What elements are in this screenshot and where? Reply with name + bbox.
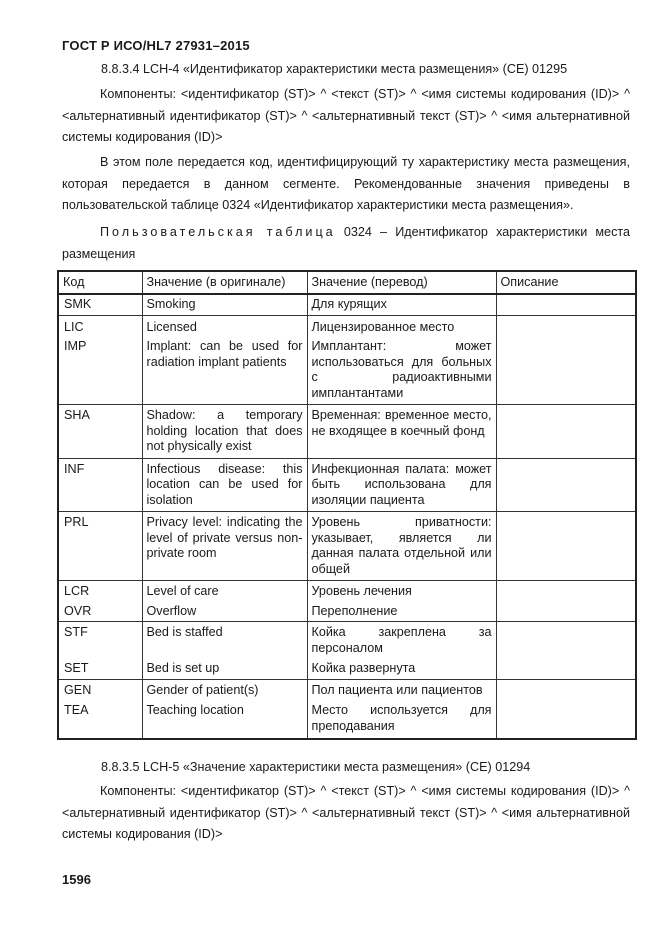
description-cell [496,622,636,657]
table-row [58,679,636,698]
column-header-translation: Значение (перевод) [307,271,496,294]
description-cell [496,512,636,581]
table-caption [62,221,630,265]
translated-value-cell: Временная: временное место, не входящее в коечный фонд [307,405,496,459]
description-cell [496,315,636,335]
original-value-cell: Level of care [142,581,307,600]
table-row [58,698,636,739]
original-value-cell: Gender of patient(s) [142,679,307,698]
column-header-description: Описание [496,271,636,294]
user-table-0324 [57,270,637,740]
original-value-cell: Bed is set up [142,656,307,679]
original-value-cell: Bed is staffed [142,622,307,657]
table-caption-label: Пользовательская таблица [100,225,336,239]
table-row [58,512,636,581]
description-cell [496,698,636,739]
components-paragraph-lch4: Компоненты: <идентификатор (ST)> ^ <текст (ST)> ^ <имя системы кодирования (ID)> ^ <альтернативный идентификатор (ST)> ^ <альтернативный текст (ST)> ^ <имя альтернативной системы кодирования (ID)> [62,87,630,144]
original-value-cell: Smoking [142,294,307,315]
column-header-original: Значение (в оригинале) [142,271,307,294]
code-cell: LCR [58,581,142,600]
description-cell [496,581,636,600]
code-cell: IMP [58,335,142,405]
section-title-lch4: 8.8.3.4 LCH-4 «Идентификатор характеристики места размещения» (СЕ) 01295 [101,62,568,76]
description-cell [496,458,636,512]
table-row [58,294,636,315]
original-value-cell: Overflow [142,600,307,622]
translated-value-cell: Пол пациента или пациентов [307,679,496,698]
code-cell: GEN [58,679,142,698]
components-paragraph-lch5: Компоненты: <идентификатор (ST)> ^ <текст (ST)> ^ <имя системы кодирования (ID)> ^ <альтернативный идентификатор (ST)> ^ <альтернативный текст (ST)> ^ <имя альтернативной системы кодирования (ID)> [62,784,630,841]
code-cell: SET [58,656,142,679]
description-cell [496,600,636,622]
translated-value-cell: Переполнение [307,600,496,622]
table-row [58,656,636,679]
document-header: ГОСТ Р ИСО/HL7 27931–2015 [62,38,250,53]
original-value-cell: Privacy level: indicating the level of private versus non-private room [142,512,307,581]
code-cell: SHA [58,405,142,459]
table-row [58,581,636,600]
description-cell [496,405,636,459]
table-row [58,622,636,657]
original-value-cell: Licensed [142,315,307,335]
translated-value-cell: Лицензированное место [307,315,496,335]
table-body [58,294,636,739]
code-cell: SMK [58,294,142,315]
code-cell: TEA [58,698,142,739]
translated-value-cell: Уровень приватности: указывает, является ли данная палата отдельной или общей [307,512,496,581]
column-header-code: Код [58,271,142,294]
code-cell: STF [58,622,142,657]
description-cell [496,294,636,315]
code-cell: LIC [58,315,142,335]
translated-value-cell: Койка развернута [307,656,496,679]
translated-value-cell: Койка закреплена за персоналом [307,622,496,657]
original-value-cell: Infectious disease: this location can be used for isolation [142,458,307,512]
code-cell: INF [58,458,142,512]
description-cell [496,679,636,698]
original-value-cell: Shadow: a temporary holding location that does not physically exist [142,405,307,459]
table-header-row [58,271,636,294]
table-caption-text: 0324 – Идентификатор характеристики места размещения [62,225,630,261]
section-title-lch5: 8.8.3.5 LCH-5 «Значение характеристики места размещения» (СЕ) 01294 [101,760,531,774]
table-row [58,335,636,405]
page-number: 1596 [62,872,91,887]
original-value-cell: Implant: can be used for radiation implant patients [142,335,307,405]
code-cell: OVR [58,600,142,622]
translated-value-cell: Место используется для преподавания [307,698,496,739]
translated-value-cell: Уровень лечения [307,581,496,600]
original-value-cell: Teaching location [142,698,307,739]
description-cell [496,335,636,405]
translated-value-cell: Инфекционная палата: может быть использована для изоляции пациента [307,458,496,512]
table-row [58,405,636,459]
table-row [58,458,636,512]
table-row [58,315,636,335]
description-cell [496,656,636,679]
translated-value-cell: Для курящих [307,294,496,315]
description-paragraph-lch4: В этом поле передается код, идентифицирующий ту характеристику места размещения, которая передается в данном сегменте. Рекомендованные значения приведены в пользовательской таблице 0324 «Идентификатор характеристики места размещения». [62,155,630,212]
translated-value-cell: Имплантант: может использоваться для больных с радиоактивными имплантантами [307,335,496,405]
table-row [58,600,636,622]
code-cell: PRL [58,512,142,581]
